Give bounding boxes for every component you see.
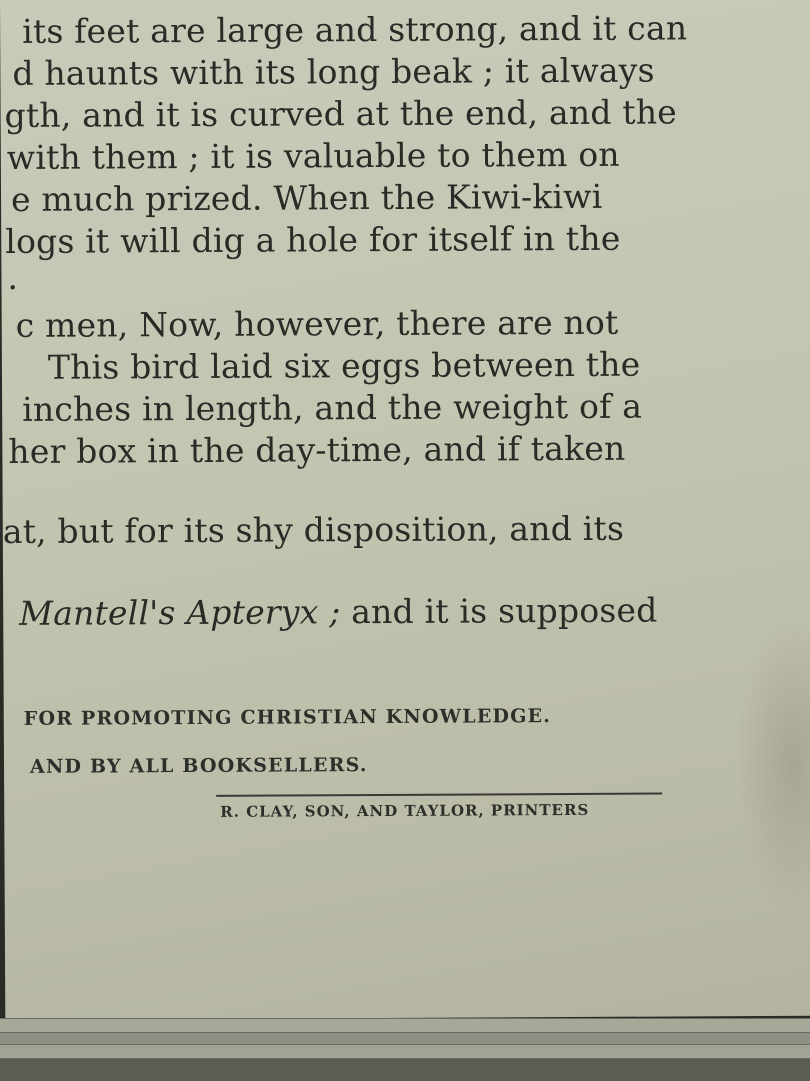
sellers-line: AND BY ALL BOOKSELLERS. — [29, 754, 368, 778]
text-line-rest: and it is supposed — [340, 590, 658, 632]
text-line: inches in length, and the weight of a — [22, 386, 643, 429]
text-line: . — [7, 257, 19, 297]
text-line: its feet are large and strong, and it can — [22, 8, 688, 51]
text-line: logs it will dig a hole for itself in the — [5, 218, 621, 261]
printer-line: R. CLAY, SON, AND TAYLOR, PRINTERS — [220, 800, 590, 821]
page-stack-edge — [0, 1058, 810, 1081]
text-line: with them ; it is valuable to them on — [6, 134, 620, 177]
divider-rule — [216, 793, 662, 797]
paper-stain — [733, 616, 810, 917]
text-line: her box in the day-time, and if taken — [8, 428, 626, 471]
page-stack-edge — [0, 1044, 810, 1059]
species-name: Mantell's Apteryx ; — [19, 592, 341, 633]
text-line: e much prized. When the Kiwi-kiwi — [10, 176, 603, 219]
text-line: gth, and it is curved at the end, and the — [4, 92, 678, 135]
text-line: This bird laid six eggs between the — [47, 344, 641, 387]
text-line: c men, Now, however, there are not — [15, 302, 619, 345]
publisher-line: FOR PROMOTING CHRISTIAN KNOWLEDGE. — [23, 705, 552, 730]
text-line: d haunts with its long beak ; it always — [12, 50, 655, 93]
text-line: at, but for its shy disposition, and its — [2, 508, 625, 551]
text-line-species — [19, 591, 658, 633]
page-stack-edge — [0, 1018, 810, 1033]
